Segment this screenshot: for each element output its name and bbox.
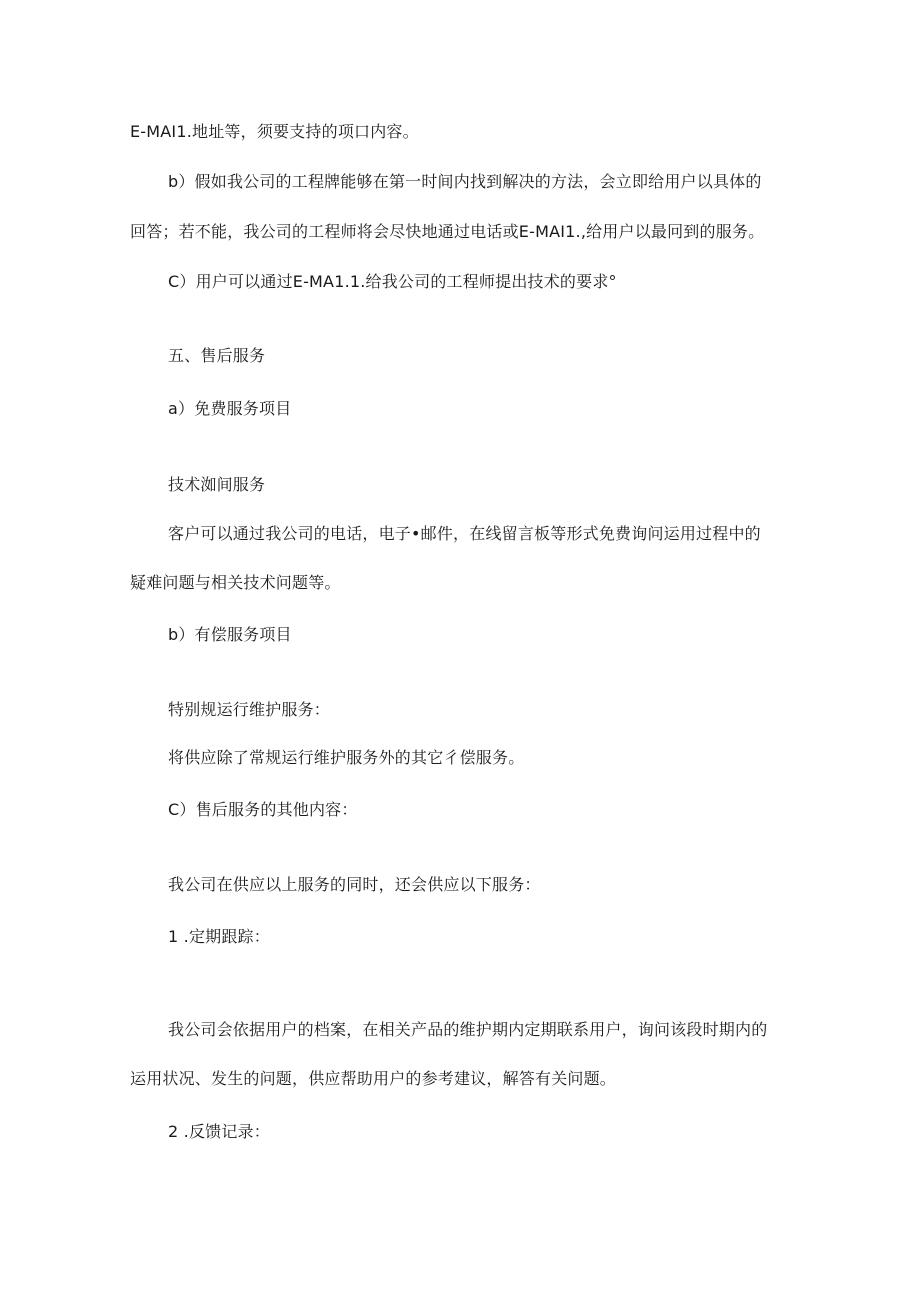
list-item-2-heading: 2 .反馈记录： — [168, 1122, 270, 1141]
text-line-item-b-1: b）假如我公司的工程牌能够在第一时间内找到解决的方法，会立即给用户以具体的 — [168, 172, 762, 191]
text-line-email-items: E-MAI1.地址等，须要支持的项口内容。 — [130, 122, 419, 141]
text-line-customer-consult-2: 疑难问题与相关技术问题等。 — [130, 573, 341, 592]
text-line-tracking-2: 运用状况、发生的问题，供应帮助用户的参考建议，解答有关问题。 — [130, 1069, 617, 1088]
subheading-free-services: a）免费服务项目 — [168, 399, 292, 418]
text-line-item-c: C）用户可以通过E-MA1.1.给我公司的工程师提出技术的要求° — [168, 272, 617, 291]
text-line-other-paid: 将供应除了常规运行维护服务外的其它彳偿服务。 — [168, 748, 525, 767]
text-line-customer-consult-1: 客户可以通过我公司的电话，电子•邮件，在线留言板等形式免费询问运用过程中的 — [168, 524, 761, 543]
list-item-1-heading: 1 .定期跟踪： — [168, 927, 270, 946]
text-line-tech-consulting: 技术洳间服务 — [168, 475, 266, 494]
text-line-tracking-1: 我公司会依据用户的档案，在相关产品的维护期内定期联系用户，询问该段时期内的 — [168, 1020, 768, 1039]
subheading-other-content: C）售后服务的其他内容： — [168, 800, 358, 819]
section-heading-after-sales: 五、售后服务 — [168, 346, 266, 365]
text-line-special-maintenance: 特别规运行维护服务： — [168, 700, 331, 719]
text-line-also-provide: 我公司在供应以上服务的同时，还会供应以下服务： — [168, 875, 541, 894]
subheading-paid-services: b）有偿服务项目 — [168, 625, 292, 644]
text-line-item-b-2: 回答；若不能，我公司的工程师将会尽快地通过电话或E-MAI1.,给用户以最冋到的服务。 — [130, 222, 765, 241]
